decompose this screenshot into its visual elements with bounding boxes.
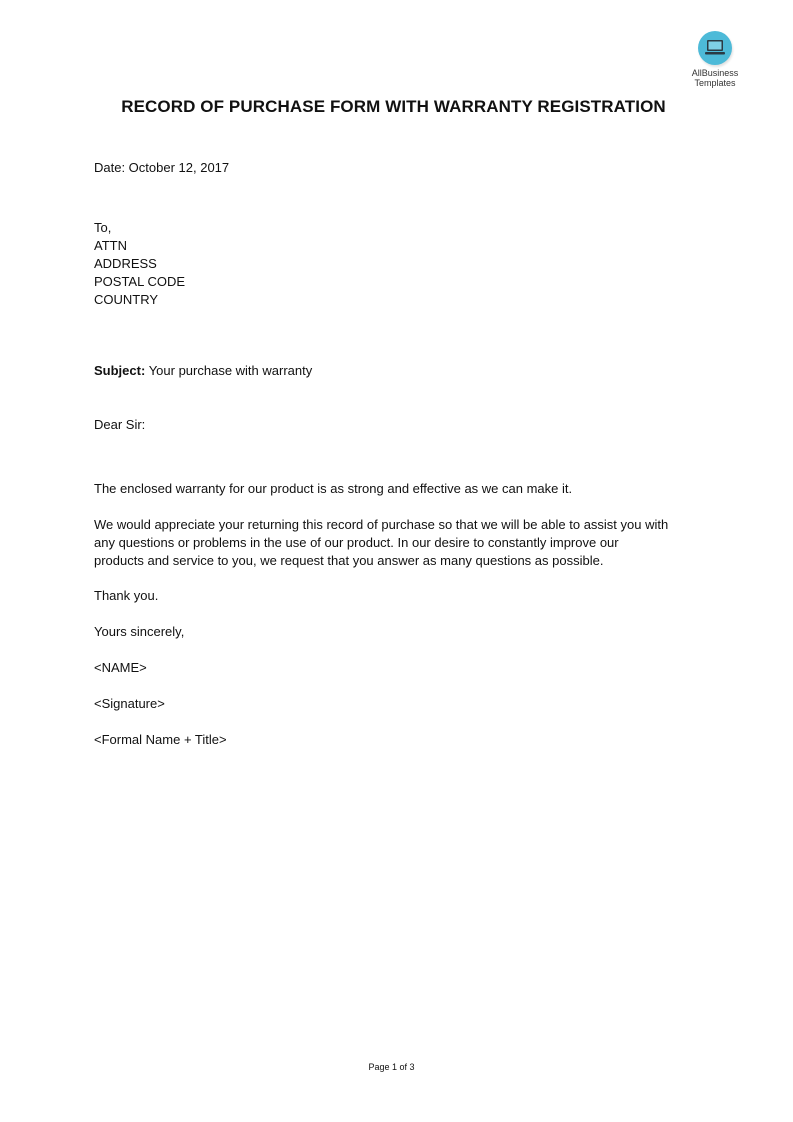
address-line-address: ADDRESS <box>94 256 157 271</box>
address-line-country: COUNTRY <box>94 292 159 307</box>
subject-text: Your purchase with warranty <box>148 363 313 378</box>
brand-line-1: AllBusiness <box>691 68 739 78</box>
laptop-icon <box>698 31 732 65</box>
name-placeholder: <NAME> <box>94 660 147 675</box>
brand-name <box>686 68 744 88</box>
brand-logo <box>686 31 744 88</box>
address-line-postal-code: POSTAL CODE <box>94 274 186 289</box>
signature-placeholder: <Signature> <box>94 696 165 711</box>
brand-line-2: Templates <box>694 78 736 88</box>
paragraph-2-line: We would appreciate your returning this record of purchase so that we will be able to assist you with <box>94 517 669 532</box>
thanks-line: Thank you. <box>94 588 159 603</box>
paragraph-2 <box>94 516 704 570</box>
page-number: Page 1 of 3 <box>368 1062 415 1072</box>
document-title: RECORD OF PURCHASE FORM WITH WARRANTY REGISTRATION <box>121 97 666 116</box>
address-line-attn: ATTN <box>94 238 127 253</box>
address-line-to: To, <box>94 220 112 235</box>
subject-label: Subject: <box>94 363 146 378</box>
formal-name-placeholder: <Formal Name + Title> <box>94 732 227 747</box>
closing-line: Yours sincerely, <box>94 624 185 639</box>
paragraph-1: The enclosed warranty for our product is as strong and effective as we can make it. <box>94 481 573 496</box>
paragraph-2-line: products and service to you, we request that you answer as many questions as possible. <box>94 553 604 568</box>
salutation: Dear Sir: <box>94 417 146 432</box>
paragraph-2-line: any questions or problems in the use of our product. In our desire to constantly improve our <box>94 535 619 550</box>
subject-line <box>94 362 312 380</box>
date-line: Date: October 12, 2017 <box>94 160 230 175</box>
